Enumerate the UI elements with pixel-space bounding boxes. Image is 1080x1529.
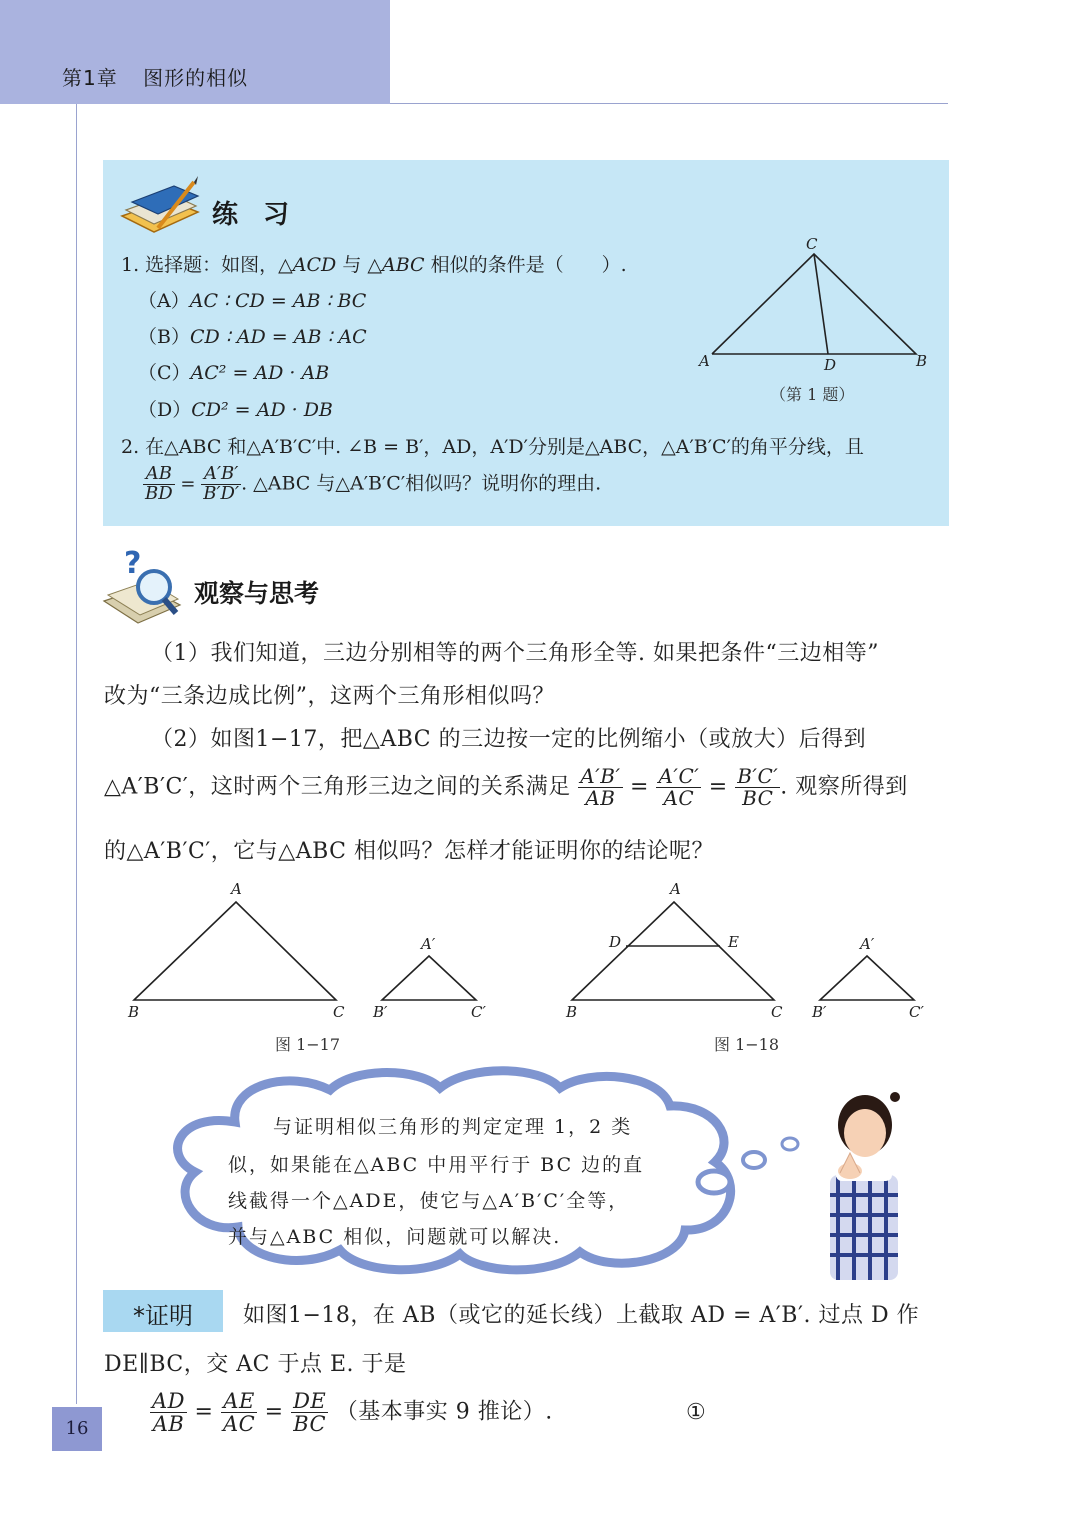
- q1-option-b: [138, 322, 367, 349]
- frac-num: A′C′: [658, 764, 700, 788]
- observe-p2-line2: △A′B′C′，这时两个三角形三边之间的关系满足 $\frac{A'B'}{AB}$ = $\frac{A'C'}{AC}$ = $\frac{B'C'}{BC}$ . 观察所得到: [104, 764, 908, 810]
- q1-label-a: A: [699, 352, 710, 370]
- q1-option-a: [138, 286, 366, 313]
- triangle-abc: [712, 254, 916, 354]
- frac-den: AC: [663, 786, 695, 810]
- frac-den: AB: [152, 1412, 185, 1437]
- option-text: AC² = AD · AB: [190, 362, 330, 384]
- proof-frac-1: [150, 1390, 187, 1435]
- p2-line2-post: . 观察所得到: [780, 774, 908, 800]
- option-label: （C）: [138, 362, 191, 384]
- bubble-line3: 线截得一个△ADE，使它与△A′B′C′全等，: [228, 1190, 630, 1212]
- option-label: （D）: [138, 399, 192, 421]
- observe-p2-line3: 的△A′B′C′，它与△ABC 相似吗？怎样才能证明你的结论呢？: [104, 839, 715, 864]
- frac-den: BC: [742, 786, 774, 810]
- fig18-label-d: D: [609, 933, 622, 951]
- frac-den: BD: [145, 482, 173, 504]
- q2-frac2: [201, 465, 241, 504]
- fig17-label-bp: B′: [373, 1003, 388, 1021]
- proof-line1: 如图1−18，在 AB（或它的延长线）上截取 AD = A′B′. 过点 D 作: [243, 1303, 920, 1328]
- bubble-line2: 似，如果能在△ABC 中用平行于 BC 边的直: [228, 1154, 645, 1176]
- frac-num: A′B′: [580, 764, 621, 788]
- girl-illustration: [810, 1085, 910, 1285]
- margin-rule: [76, 104, 77, 1404]
- equation-marker: ①: [686, 1400, 707, 1425]
- thought-dot-3: [782, 1138, 798, 1150]
- option-text: CD ∶ AD = AB ∶ AC: [189, 326, 367, 348]
- proof-line2: DE∥BC，交 AC 于点 E. 于是: [104, 1352, 407, 1377]
- fig18-label-e: E: [728, 933, 739, 951]
- q1-stem-pre: 1. 选择题：如图，: [121, 254, 279, 276]
- q1-label-d: D: [824, 356, 837, 374]
- fig18-label-b: B: [566, 1003, 578, 1021]
- fig18-caption: 图 1−18: [714, 1035, 780, 1054]
- fig18-label-a: A: [670, 880, 681, 898]
- observe-p1-line1: （1）我们知道，三边分别相等的两个三角形全等. 如果把条件“三边相等”: [151, 641, 879, 666]
- chapter-name: 图形的相似: [143, 66, 249, 90]
- fig18-triangle-apbpcp: [820, 956, 914, 1000]
- thought-dot-1: [698, 1171, 730, 1193]
- fig17-label-c: C: [333, 1003, 345, 1021]
- page-number: 16: [65, 1418, 89, 1439]
- p2-line2-pre: △A′B′C′，这时两个三角形三边之间的关系满足: [104, 774, 571, 800]
- equals: =: [180, 473, 196, 495]
- q1-option-d: [138, 395, 333, 422]
- fig18-label-c: C: [771, 1003, 783, 1021]
- q2-frac1: [143, 465, 175, 504]
- frac-num: AE: [221, 1390, 257, 1413]
- books-pencil-icon: [118, 176, 202, 236]
- q1-tri1: △ACD: [278, 254, 337, 276]
- fig18-label-ap: A′: [860, 935, 875, 953]
- fig18-label-bp: B′: [812, 1003, 827, 1021]
- ratio-frac-1: [578, 766, 622, 809]
- q2-tail: . △ABC 与△A′B′C′相似吗？说明你的理由.: [241, 472, 602, 495]
- magnifier-question-icon: [100, 543, 184, 629]
- q1-tri2: △ABC: [367, 254, 425, 276]
- fig17-label-b: B: [128, 1003, 140, 1021]
- option-text: AC ∶ CD = AB ∶ BC: [189, 290, 367, 312]
- q1-stem-post: 相似的条件是（ ）.: [424, 254, 627, 276]
- frac-den: AC: [222, 1412, 256, 1437]
- proof-frac-3: [291, 1390, 328, 1435]
- frac-num: AD: [152, 1389, 186, 1413]
- q1-figure-caption: （第 1 题）: [770, 385, 855, 404]
- header-rule: [390, 103, 948, 104]
- fig17-label-cp: C′: [471, 1003, 486, 1021]
- fig18-label-cp: C′: [909, 1003, 924, 1021]
- fig17-label-ap: A′: [421, 935, 436, 953]
- segment-cd: [814, 254, 828, 354]
- bubble-line1: 与证明相似三角形的判定定理 1，2 类: [273, 1116, 633, 1138]
- q1-option-c: [138, 358, 329, 385]
- svg-text:?: ?: [124, 546, 142, 581]
- observe-title: 观察与思考: [194, 579, 320, 608]
- chapter-title: [62, 62, 248, 91]
- q1-label-c: C: [806, 235, 818, 253]
- observe-p1-line2: 改为“三条边成比例”，这两个三角形相似吗？: [104, 684, 555, 709]
- ratio-frac-3: [735, 766, 780, 809]
- thought-dot-2: [743, 1152, 765, 1168]
- fig17-triangle-abc: [134, 902, 336, 1000]
- q1-mid: 与: [336, 254, 368, 276]
- ratio-frac-2: [656, 766, 701, 809]
- option-label: （A）: [138, 290, 190, 312]
- option-label: （B）: [138, 326, 190, 348]
- proof-reason: （基本事实 9 推论）.: [335, 1399, 553, 1425]
- frac-num: DE: [293, 1389, 327, 1413]
- proof-label: *证明: [133, 1302, 193, 1330]
- frac-den: BC: [293, 1412, 327, 1437]
- q2-line2: [143, 465, 601, 504]
- bubble-line4: 并与△ABC 相似，问题就可以解决.: [228, 1226, 562, 1248]
- frac-num: B′C′: [737, 764, 779, 788]
- q1-figure: [690, 236, 940, 376]
- q1-label-b: B: [916, 352, 928, 370]
- fig17-caption: 图 1−17: [275, 1035, 341, 1054]
- frac-num: A′B′: [201, 465, 241, 485]
- chapter-number: 第1章: [62, 66, 118, 90]
- frac-den: B′D′: [203, 482, 240, 504]
- fig17-triangle-apbpcp: [382, 956, 476, 1000]
- fig17-label-a: A: [231, 880, 242, 898]
- observe-p2-line1: （2）如图1−17，把△ABC 的三边按一定的比例缩小（或放大）后得到: [151, 727, 867, 752]
- option-text: CD² = AD · DB: [191, 399, 333, 421]
- proof-frac-2: [221, 1390, 257, 1435]
- figures-17-18: [100, 880, 950, 1020]
- frac-num: AB: [143, 465, 175, 485]
- proof-ratio-line: $\frac{AD}{AB}$ = $\frac{AE}{AC}$ = $\frac{DE}{BC}$ （基本事实 9 推论）.: [152, 1389, 553, 1437]
- q1-stem: [121, 250, 627, 277]
- frac-den: AB: [585, 786, 616, 810]
- fig18-triangle-abc: [572, 902, 774, 1000]
- exercise-title: 练 习: [212, 200, 298, 230]
- q2-line1: 2. 在△ABC 和△A′B′C′中. ∠B = B′，AD，A′D′分别是△ABC，△A′B′C′的角平分线，且: [121, 436, 864, 458]
